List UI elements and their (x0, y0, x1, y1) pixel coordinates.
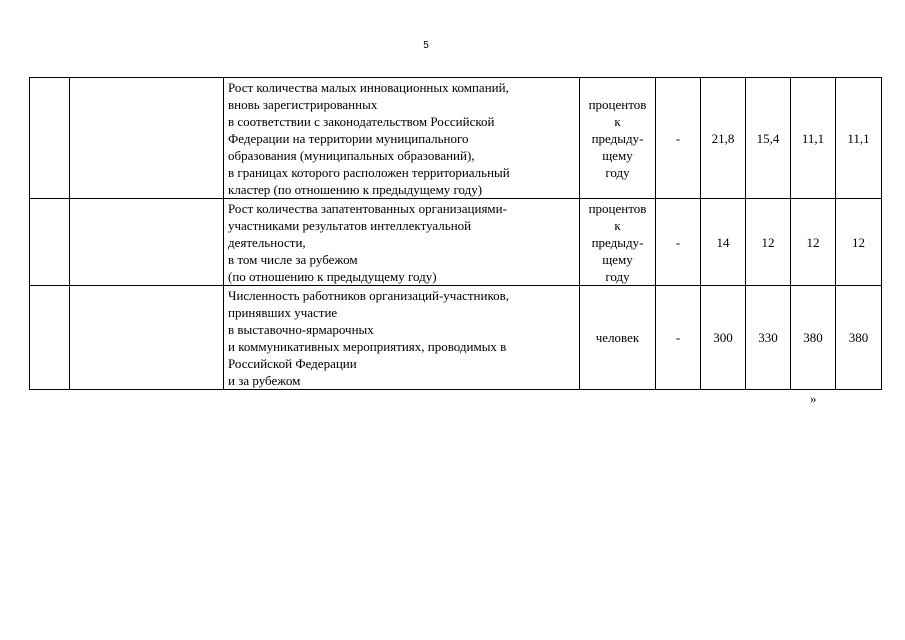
unit-cell (580, 78, 656, 199)
value-cell: 380 (836, 286, 882, 390)
indicator-line: деятельности, (228, 234, 306, 250)
unit-cell (580, 286, 656, 390)
indicator-line: в границах которого расположен территориальный (228, 164, 510, 180)
unit-line: предыду- (591, 234, 644, 250)
empty-cell (70, 286, 224, 390)
value-cell: 330 (746, 286, 791, 390)
indicator-line: в выставочно-ярмарочных (228, 321, 374, 337)
indicator-cell (224, 286, 580, 390)
unit-line: к (614, 217, 621, 233)
indicator-line: и коммуникативных мероприятиях, проводимых в (228, 338, 507, 354)
value-cell: 11,1 (836, 78, 882, 199)
indicator-line: Численность работников организаций-участников, (228, 287, 509, 303)
value-cell: 12 (836, 199, 882, 286)
table-row (30, 199, 882, 286)
unit-line: человек (595, 330, 640, 345)
empty-cell (70, 78, 224, 199)
value-cell: 21,8 (701, 78, 746, 199)
value-cell: 12 (746, 199, 791, 286)
indicator-line: вновь зарегистрированных (228, 96, 378, 112)
table-row (30, 78, 882, 199)
empty-cell (70, 199, 224, 286)
closing-quote: » (810, 391, 817, 406)
value-cell: 15,4 (746, 78, 791, 199)
indicator-line: принявших участие (228, 304, 338, 320)
empty-cell (30, 78, 70, 199)
unit-line: щему (602, 147, 633, 163)
value-cell: 12 (791, 199, 836, 286)
indicator-line: в соответствии с законодательством Российской (228, 113, 495, 129)
indicators-table (29, 77, 882, 390)
empty-cell (30, 199, 70, 286)
page-number: 5 (423, 40, 429, 51)
base-value-cell: - (656, 78, 701, 199)
unit-line: процентов (588, 96, 647, 112)
indicator-line: и за рубежом (228, 372, 301, 388)
indicator-cell (224, 199, 580, 286)
indicator-line: в том числе за рубежом (228, 251, 358, 267)
unit-line: предыду- (591, 130, 644, 146)
value-cell: 300 (701, 286, 746, 390)
base-value-cell: - (656, 199, 701, 286)
indicator-line: Рост количества малых инновационных компаний, (228, 79, 509, 95)
indicator-cell (224, 78, 580, 199)
unit-line: к (614, 113, 621, 129)
indicator-line: участниками результатов интеллектуальной (228, 217, 472, 233)
value-cell: 11,1 (791, 78, 836, 199)
unit-line: году (605, 164, 630, 180)
indicator-line: Рост количества запатентованных организациями- (228, 200, 507, 216)
unit-cell (580, 199, 656, 286)
unit-line: щему (602, 251, 633, 267)
table-row (30, 286, 882, 390)
base-value-cell: - (656, 286, 701, 390)
indicator-line: Федерации на территории муниципального (228, 130, 469, 146)
indicator-line: кластер (по отношению к предыдущему году) (228, 181, 483, 197)
indicator-line: образования (муниципальных образований), (228, 147, 475, 163)
value-cell: 380 (791, 286, 836, 390)
unit-line: процентов (588, 200, 647, 216)
empty-cell (30, 286, 70, 390)
indicator-line: Российской Федерации (228, 355, 357, 371)
unit-line: году (605, 268, 630, 284)
indicator-line: (по отношению к предыдущему году) (228, 268, 437, 284)
value-cell: 14 (701, 199, 746, 286)
